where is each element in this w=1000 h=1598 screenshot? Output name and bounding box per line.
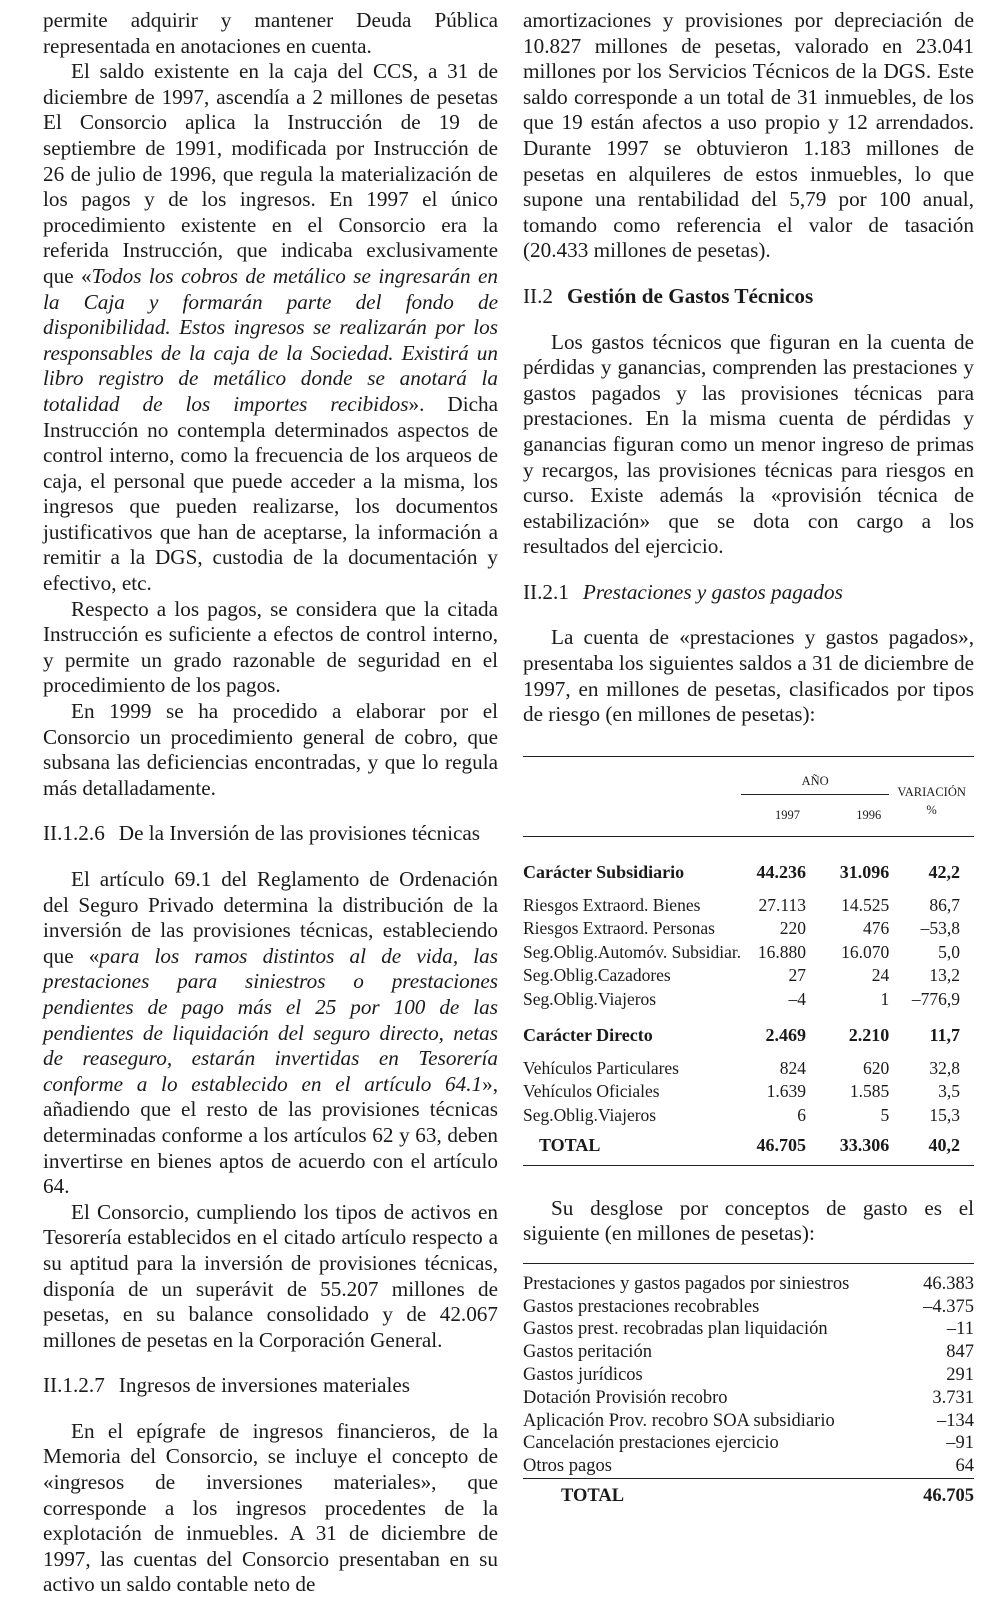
table-row [523, 1455, 974, 1478]
heading-title: Gestión de Gastos Técnicos [567, 283, 814, 308]
row-label: Vehículos Oficiales [523, 1081, 660, 1102]
paragraph-cuenta: La cuenta de «prestaciones y gastos pagados», presentaba los siguientes saldos a 31 de diciembre de 1997, en millones de pesetas, clasificados por tipos de riesgo (en millones de pesetas): [523, 625, 974, 727]
table-row [523, 988, 974, 1012]
table-total-row [523, 1478, 974, 1514]
row-label: Aplicación Prov. recobro SOA subsidiario [523, 1410, 835, 1431]
section-heading-ii-2-1 [523, 580, 974, 606]
heading-title: Ingresos de inversiones materiales [118, 1373, 411, 1398]
row-value: 64 [955, 1456, 974, 1477]
table-total-row [523, 1127, 974, 1165]
row-label: Seg.Oblig.Viajeros [523, 988, 657, 1009]
paragraph-articulo [43, 867, 498, 1200]
heading-number: II.1.2.6 [43, 821, 105, 846]
header-ano: AÑO [801, 774, 829, 789]
row-value: 46.383 [923, 1273, 974, 1294]
paragraph-caja [43, 59, 498, 596]
row-label: Seg.Oblig.Viajeros [523, 1104, 657, 1125]
table-row [523, 1264, 974, 1296]
row-label: Gastos prestaciones recobrables [523, 1296, 760, 1317]
right-column [523, 8, 974, 1514]
row-label: Seg.Oblig.Automóv. Subsidiar. [523, 941, 742, 962]
heading-title: De la Inversión de las provisiones técnicas [118, 821, 481, 846]
value-1996: 16.070 [841, 941, 890, 962]
header-1997: 1997 [741, 794, 806, 836]
total-1997: 46.705 [756, 1135, 807, 1156]
group-label: Carácter Directo [523, 1024, 653, 1045]
row-value: 291 [946, 1364, 974, 1385]
value-variation: 86,7 [929, 894, 960, 915]
row-label: Seg.Oblig.Cazadores [523, 965, 671, 986]
value-1997: 824 [779, 1057, 807, 1078]
quote: para los ramos distintos al de vida, las prestaciones para siniestros o prestaciones pendientes de pago más el 25 por 100 de las pendientes de liquidación del seguro directo, netas de reaseguro, estarán invertidas en Tesorería conforme a lo establecido en el artículo 64.1 [43, 943, 499, 1096]
table-row [523, 1080, 974, 1104]
table-row [523, 1104, 974, 1128]
value-1997: 6 [797, 1104, 807, 1125]
header-1996: 1996 [806, 794, 889, 836]
paragraph-pagos: Respecto a los pagos, se considera que la citada Instrucción es suficiente a efectos de control interno, y permite un grado razonable de seguridad en el procedimiento de los pagos. [43, 596, 498, 698]
table-row [523, 1296, 974, 1319]
table-row [523, 1047, 974, 1080]
value-variation: 5,0 [938, 941, 960, 962]
table-row [523, 1364, 974, 1387]
row-label: Prestaciones y gastos pagados por siniestros [523, 1273, 850, 1294]
table-row [523, 917, 974, 941]
value-variation: 32,8 [929, 1057, 960, 1078]
value-variation: 13,2 [929, 965, 960, 986]
table-row [523, 941, 974, 965]
left-column [43, 8, 498, 1598]
header-variacion-label: VARIACIÓN [897, 785, 966, 800]
group-label: Carácter Subsidiario [523, 861, 685, 882]
value-1996: 14.525 [841, 894, 890, 915]
row-value: –11 [946, 1319, 974, 1340]
value-1997: 220 [779, 918, 807, 939]
table-row [523, 1432, 974, 1455]
table-row [523, 1410, 974, 1433]
value-1997: 44.236 [756, 861, 807, 882]
row-value: –91 [946, 1433, 974, 1454]
row-value: –134 [937, 1410, 974, 1431]
heading-number: II.2.1 [523, 579, 569, 604]
value-1996: 24 [871, 965, 890, 986]
table-row [523, 1341, 974, 1364]
value-variation: –776,9 [911, 988, 960, 1009]
paragraph-inversiones: En el epígrafe de ingresos financieros, de la Memoria del Consorcio, se incluye el concepto de «ingresos de inversiones materiales», que corresponde a los ingresos procedentes de la explotación de inmuebles. A 31 de diciembre de 1997, las cuentas del Consorcio presentaban en su activo un saldo contable neto de [43, 1418, 498, 1597]
paragraph-gastos: Los gastos técnicos que figuran en la cuenta de pérdidas y ganancias, comprenden las prestaciones y gastos pagados y las provisiones técnicas para prestaciones. En la misma cuenta de pérdidas y ganancias figuran como un menor ingreso de primas y recargos, las provisiones técnicas para riesgos en curso. Existe además la «provisión técnica de estabilización» que se dota con cargo a los resultados del ejercicio. [523, 329, 974, 559]
paragraph: permite adquirir y mantener Deuda Pública representada en anotaciones en cuenta. [43, 8, 498, 58]
row-label: Otros pagos [523, 1456, 612, 1477]
text: El artículo 69.1 del Reglamento de Ordenación del Seguro Privado determina la distribución de la inversión de las provisiones técnicas, estableciendo que « [43, 867, 498, 968]
value-1996: 5 [880, 1104, 890, 1125]
row-label: Dotación Provisión recobro [523, 1387, 728, 1408]
row-value: –4.375 [923, 1296, 974, 1317]
row-label: Gastos peritación [523, 1342, 652, 1363]
table-row [523, 1318, 974, 1341]
value-variation: 3,5 [938, 1081, 960, 1102]
table-row [523, 884, 974, 917]
value-1997: –4 [788, 988, 807, 1009]
row-label: Gastos jurídicos [523, 1364, 643, 1385]
value-variation: 11,7 [929, 1024, 960, 1045]
total-value: 46.705 [923, 1486, 974, 1507]
heading-title: Prestaciones y gastos pagados [582, 579, 843, 604]
heading-number: II.1.2.7 [43, 1373, 105, 1398]
row-label: Riesgos Extraord. Bienes [523, 894, 701, 915]
total-label: TOTAL [539, 1135, 601, 1156]
table-riesgos [523, 756, 974, 1166]
value-1996: 2.210 [848, 1024, 890, 1045]
paragraph-1999: En 1999 se ha procedido a elaborar por el Consorcio un procedimiento general de cobro, que subsana las deficiencias encontradas, y que lo regula más detalladamente. [43, 699, 498, 800]
value-1996: 476 [862, 918, 890, 939]
section-heading-ii-1-2-6 [43, 821, 498, 847]
section-heading-ii-1-2-7 [43, 1373, 498, 1399]
row-label: Riesgos Extraord. Personas [523, 918, 715, 939]
value-1997: 2.469 [765, 1024, 807, 1045]
row-label: Gastos prest. recobradas plan liquidación [523, 1319, 828, 1340]
paragraph: amortizaciones y provisiones por depreciación de 10.827 millones de pesetas, valorado en 23.041 millones por los Servicios Técnicos de la DGS. Este saldo corresponde a un total de 31 inmuebles, de los que 19 están afectos a uso propio y 12 arrendados. Durante 1997 se obtuvieron 1.183 millones de pesetas en alquileres de estos inmuebles, lo que supone una rentabilidad del 5,79 por 100 anual, tomando como referencia el valor de tasación (20.433 millones de pesetas). [523, 8, 974, 263]
total-label: TOTAL [561, 1486, 625, 1507]
table-row [523, 964, 974, 988]
value-1997: 16.880 [757, 941, 807, 962]
paragraph-superavit: El Consorcio, cumpliendo los tipos de activos en Tesorería establecidos en el citado artículo respecto a su aptitud para la inversión de provisiones técnicas, disponía de un superávit de 55.207 millones de pesetas, en su balance consolidado y de 42.067 millones de pesetas en la Corporación General. [43, 1199, 498, 1352]
value-variation: 15,3 [929, 1104, 960, 1125]
value-variation: –53,8 [920, 918, 960, 939]
table-group-row [523, 1011, 974, 1047]
value-1996: 1 [880, 988, 890, 1009]
row-label: Vehículos Particulares [523, 1057, 679, 1078]
paragraph-desglose: Su desglose por conceptos de gasto es el siguiente (en millones de pesetas): [523, 1195, 974, 1246]
text: El saldo existente en la caja del CCS, a 31 de diciembre de 1997, ascendía a 2 millones de pesetas El Consorcio aplica la Instrucción de 19 de septiembre de 1991, modificada por Instrucción de 26 de julio de 1996, que regula la materialización de los pagos y de los ingresos. En 1997 el único procedimiento existente en el Consorcio era la referida Instrucción, que indicaba exclusivamente que « [43, 59, 498, 288]
header-pct: % [926, 803, 937, 818]
row-label: Cancelación prestaciones ejercicio [523, 1433, 779, 1454]
value-variation: 42,2 [928, 861, 960, 882]
value-1997: 27 [788, 965, 807, 986]
quote: Todos los cobros de metálico se ingresarán en la Caja y formarán parte del fondo de disponibilidad. Estos ingresos se realizarán por los responsables de la caja de la Sociedad. Existirá un libro registro de metálico donde se anotará la totalidad de los importes recibidos [43, 263, 498, 416]
value-1996: 31.096 [839, 861, 890, 882]
value-1996: 1.585 [849, 1081, 890, 1102]
table-group-row [523, 836, 974, 884]
heading-number: II.2 [523, 283, 554, 308]
value-1997: 1.639 [766, 1081, 807, 1102]
section-heading-ii-2 [523, 284, 974, 310]
header-variacion [889, 756, 974, 836]
table-conceptos [523, 1263, 974, 1514]
text: », añadiendo que el resto de las provisiones técnicas determinadas conforme a los artículos 62 y 63, deben invertirse en bienes aptos de acuerdo con el artículo 64. [43, 1071, 498, 1199]
text: ». Dicha Instrucción no contempla determinados aspectos de control interno, como la frecuencia de los arqueos de caja, el personal que puede acceder a la misma, los ingresos que pueden realizarse, los documentos justificativos que han de aceptarse, la información a remitir a la DGS, custodia de la documentación y efectivo, etc. [43, 391, 498, 596]
row-value: 3.731 [932, 1387, 974, 1408]
value-1997: 27.113 [758, 894, 807, 915]
value-1996: 620 [862, 1057, 890, 1078]
total-variation: 40,2 [928, 1135, 960, 1156]
table-row [523, 1387, 974, 1410]
row-value: 847 [946, 1342, 974, 1363]
total-1996: 33.306 [839, 1135, 890, 1156]
